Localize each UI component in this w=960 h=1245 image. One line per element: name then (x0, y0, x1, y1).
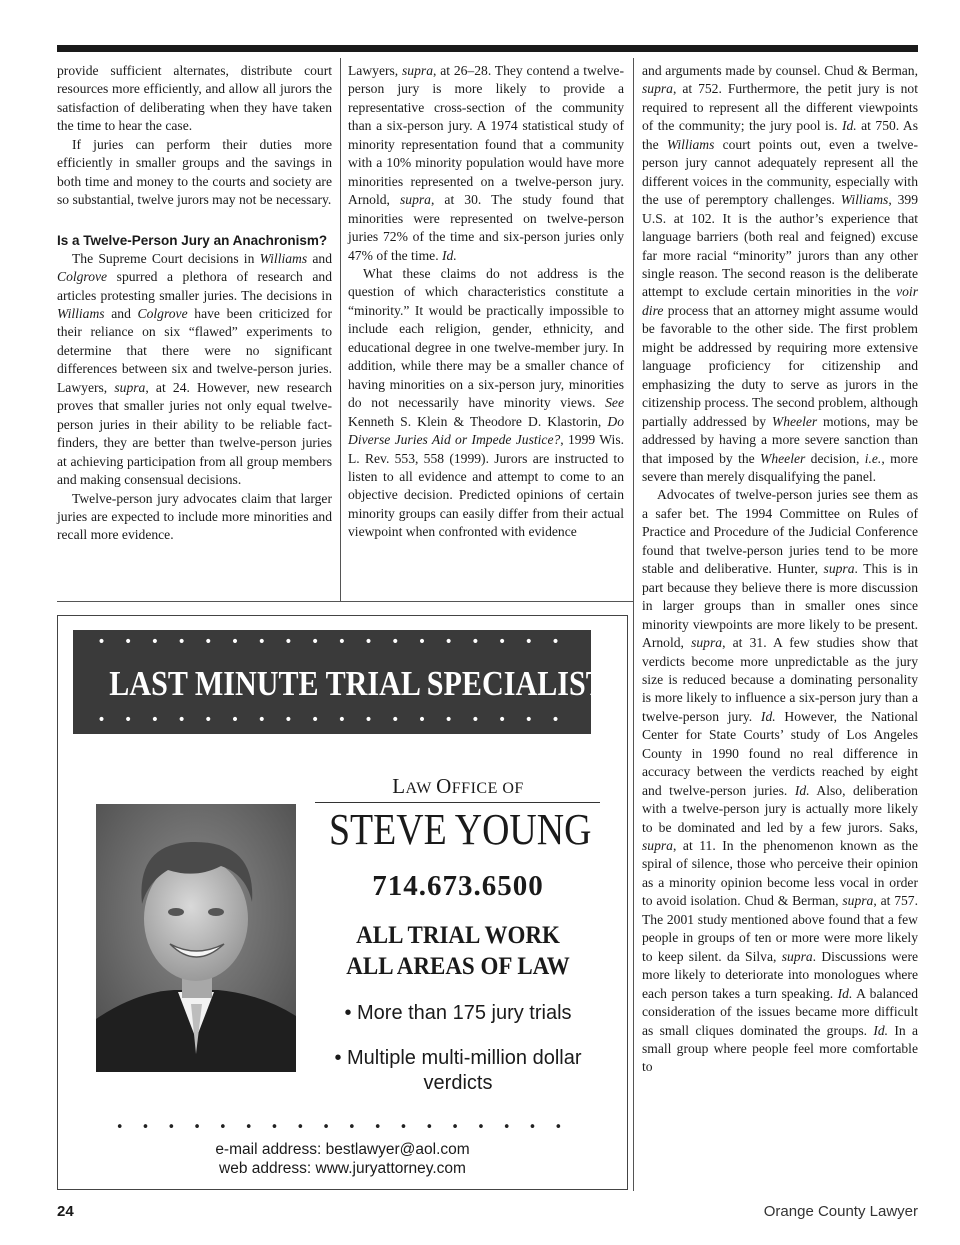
column-3 (642, 62, 918, 1077)
advertisement (57, 615, 628, 1190)
horizontal-divider (57, 601, 633, 602)
paragraph: Twelve-person jury advocates claim that larger juries are expected to include more minorities and recall more evidence. (57, 490, 332, 543)
practice-areas: ALL TRIAL WORK ALL AREAS OF LAW (346, 922, 570, 980)
section-heading: Is a Twelve-Person Jury an Anachronism? (57, 232, 328, 248)
top-rule (57, 45, 918, 52)
column-divider (340, 58, 341, 601)
paragraph: The Supreme Court decisions in Williams and Colgrove spurred a plethora of research and articles protesting smaller juries. The decisions in Williams and Colgrove have been criticized for their reliance on six “flawed” experiments to determine that there were no significant differences between six and twelve-person juries. Lawyers, supra, at 24. However, new research proves that smaller juries not only equal twelve-person juries in their ability to be reliable fact-finders, they are better than twelve-person juries at achieving participation from all group members and making consensual decisions. (57, 250, 332, 488)
ad-banner (73, 630, 606, 734)
phone-number: 714.673.6500 (372, 870, 544, 902)
column-divider (633, 58, 634, 1191)
decorative-dots: • • • • • • • • • • • • • • • • • • (115, 1120, 570, 1135)
name-divider (315, 802, 600, 803)
ad-headline: LAST MINUTE TRIAL SPECIALIST (109, 664, 606, 703)
attorney-name: STEVE YOUNG (329, 805, 592, 854)
paragraph: If juries can perform their duties more efficiently in smaller groups and the savings in both time and money to the courts and society are so substantial, twelve jurors may not be necessary. (57, 136, 332, 208)
bullet-point: • More than 175 jury trials (344, 1002, 572, 1024)
paragraph: What these claims do not address is the question of which characteristics constitute a “minority.” It would be practically impossible to include each religion, gender, ethnicity, and educational degree in one twelve-member jury. In addition, while there may be a smaller chance of having minorities on a six-person jury, minorities do not necessarily have minority views. See Kenneth S. Klein & Theodore D. Klastorin, Do Diverse Juries Aid or Impede Justice?, 1999 Wis. L. Rev. 553, 558 (1999). Jurors are instructed to listen to all evidence and attempt to come to an objective decision. Predicted opinions of certain minority groups can easily differ from their actual viewpoint when confronted with evidence (348, 265, 625, 540)
bullet-point: • Multiple multi-million dollar verdicts (334, 1047, 582, 1094)
column-2 (348, 62, 624, 542)
paragraph: Advocates of twelve-person juries see them as a safer bet. The 1994 Committee on Rules of Practice and Procedure of the Judicial Conference found that twelve-person juries tend to be more stable and deliberative. Hunter, supra. This is in part because they believe there is more discussion in larger groups than in smaller ones since minority viewpoints are more likely to be present. Arnold, supra, at 31. A few studies show that verdicts become more unpredictable as the jury size is reduced because a dominating personality is more likely to influence a six-person jury than a twelve-person jury. Id. However, the National Center for State Courts’ study of Los Angeles County in 1990 found no real difference in accuracy between the verdicts reached by eight and twelve-person juries. Id. Also, deliberation with a twelve-person jury is actually more likely to be dominated and led by a few jurors. Saks, supra, at 11. In the phenomenon known as the spiral of silence, those who perceive their opinion as a minority opinion become less vocal in order to avoid isolation. Chud & Berman, supra, at 757. The 2001 study mentioned above found that a few people in groups of ten or more were more likely to keep silent. da Silva, supra. Discussions were more likely to deteriorate into monologues where each person takes a turn speaking. Id. A balanced consideration of the issues became more difficult as small cliques dominated the groups. Id. In a small group where people feel more comfortable to (642, 487, 919, 1075)
decorative-dots: • • • • • • • • • • • • • • • • • • (97, 634, 567, 650)
email-address: e-mail address: bestlawyer@aol.com (215, 1141, 470, 1158)
publication-title: Orange County Lawyer (763, 1203, 918, 1220)
column-1 (57, 62, 332, 545)
portrait-image (96, 804, 296, 1072)
law-office-label: LAW OFFICE OF (392, 774, 524, 798)
page-number: 24 (57, 1203, 74, 1220)
web-address: web address: www.juryattorney.com (219, 1160, 466, 1177)
attorney-photo (96, 804, 296, 1072)
paragraph: provide sufficient alternates, distribute court resources more efficiently, and allow all jurors the satisfaction of deliberating when they have taken the time to hear the case. (57, 63, 332, 134)
paragraph: and arguments made by counsel. Chud & Berman, supra, at 752. Furthermore, the petit jury is not required to represent all the different viewpoints of the community; the jury pool is. Id. at 750. As the Williams court points out, even a twelve-person jury cannot adequately represent all the different voices in the community, especially with the use of peremptory challenges. Williams, 399 U.S. at 102. It is the author’s experience that language barriers (both real and feigned) excuse far more racial “minority” jurors than any other single reason. The second reason is the deliberate attempt to exclude certain minorities in the voir dire process that an attorney might assume would be favorable to the other side. The first problem might be addressed by requiring more extensive language proficiency for citizenship and emphasizing the duty to serve as jurors in the citizenship process. The second problem, although partially addressed by Wheeler motions, may be addressed by having a more severe sanction than that imposed by the Wheeler decision, i.e., more severe than merely disqualifying the panel. (642, 63, 919, 484)
paragraph: Lawyers, supra, at 26–28. They contend a twelve-person jury is more likely to provide a representative cross-section of the community than a six-person jury. A 1974 statistical study of minority representation found that a community with a 10% minority population would have more minorities represented on a twelve-person jury. Arnold, supra, at 30. The study found that minorities were represented on twelve-person juries 72% of the time and six-person juries only 47% of the time. Id. (348, 63, 624, 263)
decorative-dots: • • • • • • • • • • • • • • • • • • (97, 712, 567, 728)
